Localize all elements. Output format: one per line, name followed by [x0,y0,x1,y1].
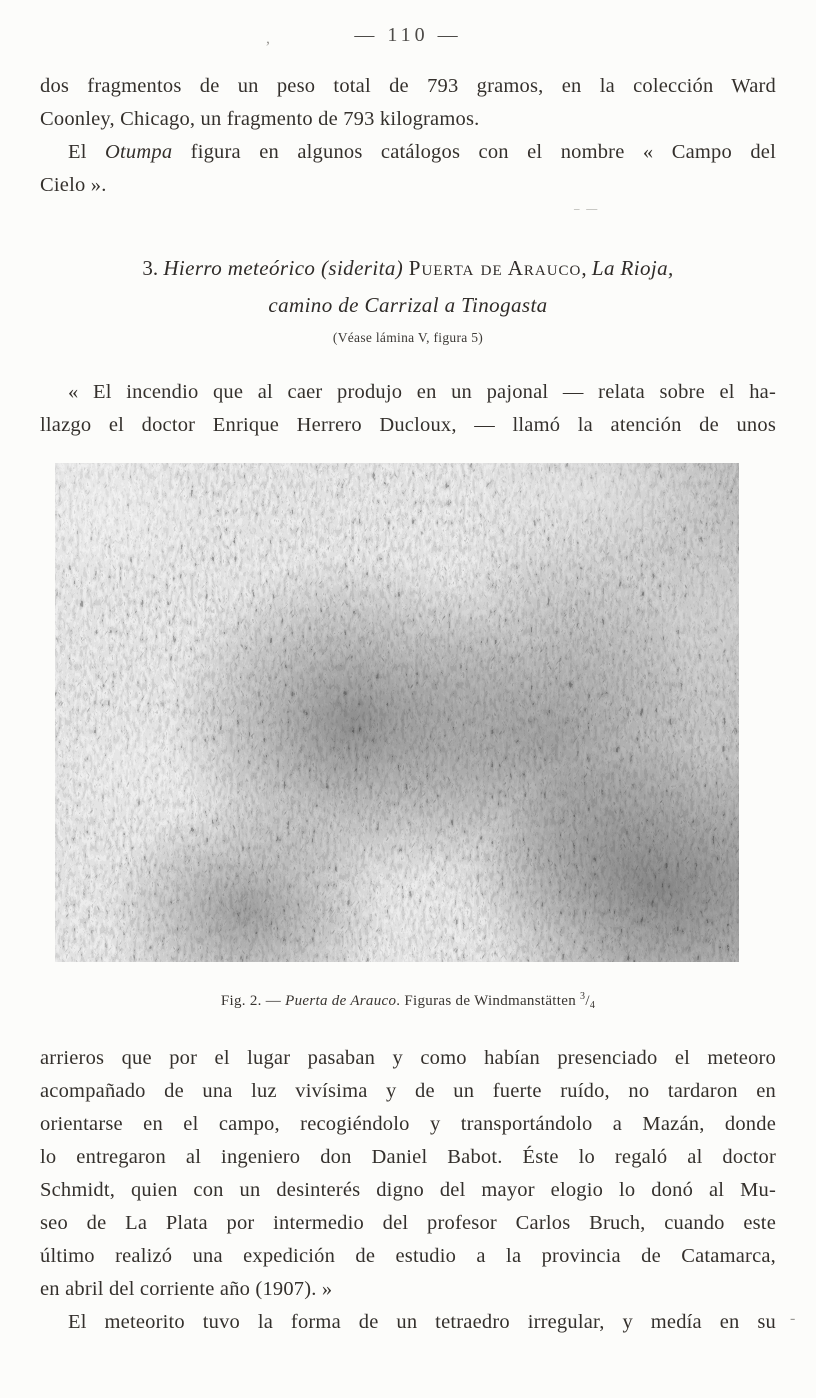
heading-line [40,250,776,287]
text-line: último realizó una expedición de estudio a la provincia de Catamarca, [40,1245,776,1267]
heading-italic: camino de Carrizal a Tinogasta [268,293,548,317]
body-paragraph [40,376,776,442]
text-line: El meteorito tuvo la forma de un tetraedro irregular, y medía en su [68,1311,776,1333]
scan-artifact-dash: - [790,1310,796,1327]
figure-caption [40,991,776,1011]
text-line: arrieros que por el lugar pasaban y como habían presenciado el meteoro [40,1047,776,1069]
body-paragraph [40,136,776,202]
body-paragraph [40,70,776,136]
heading-number: 3. [142,256,164,280]
section-heading [40,250,776,324]
text-span: figura en algunos catálogos con el nombre « Campo del [172,141,776,163]
text-line: dos fragmentos de un peso total de 793 gramos, en la colección Ward [40,75,776,97]
heading-italic: Hierro meteórico (siderita) [163,256,409,280]
heading-italic: La Rioja, [591,256,674,280]
text-line: acompañado de una luz vivísima y de un fuerte ruído, no tardaron en [40,1080,776,1102]
scan-artifact-dot: , [266,30,270,47]
micrograph-texture [55,463,739,962]
text-span: El [68,141,106,163]
heading-smallcaps: Puerta de Arauco [408,256,582,280]
body-paragraph [40,1306,776,1339]
caption-scale-slash: / [585,993,590,1009]
meteorite-micrograph-image [55,463,739,962]
body-paragraph [40,1042,776,1306]
text-line: lo entregaron al ingeniero don Daniel Babot. Éste lo regaló al doctor [40,1146,776,1168]
caption-italic: Puerta de Arauco [285,993,397,1009]
scan-artifact-dash: – — [574,203,600,215]
text-line: « El incendio que al caer produjo en un pajonal — relata sobre el ha- [68,381,776,403]
text-line: llazgo el doctor Enrique Herrero Ducloux, — llamó la atención de unos [40,414,776,436]
text-line [40,136,776,169]
caption-text: . Figuras de Windmanstätten [396,993,581,1009]
heading-note: (Véase lámina V, figura 5) [332,330,484,345]
caption-scale-denominator: 4 [589,1000,596,1011]
text-span-italic: Otumpa [105,141,173,163]
text-line: seo de La Plata por intermedio del profesor Carlos Bruch, cuando este [40,1212,776,1234]
text-line: orientarse en el campo, recogiéndolo y transportándolo a Mazán, donde [40,1113,776,1135]
text-line: en abril del corriente año (1907). » [40,1278,333,1300]
text-line: Cielo ». [40,174,107,196]
heading-line [40,287,776,324]
text-line: Schmidt, quien con un desinterés digno del mayor elogio lo donó al Mu- [40,1179,776,1201]
text-span: , [581,256,592,280]
text-line: Coonley, Chicago, un fragmento de 793 kilogramos. [40,108,480,130]
caption-scale-numerator: 3 [580,991,586,1002]
page-number: — 110 — [354,24,462,46]
caption-label: Fig. 2. — [220,993,286,1009]
